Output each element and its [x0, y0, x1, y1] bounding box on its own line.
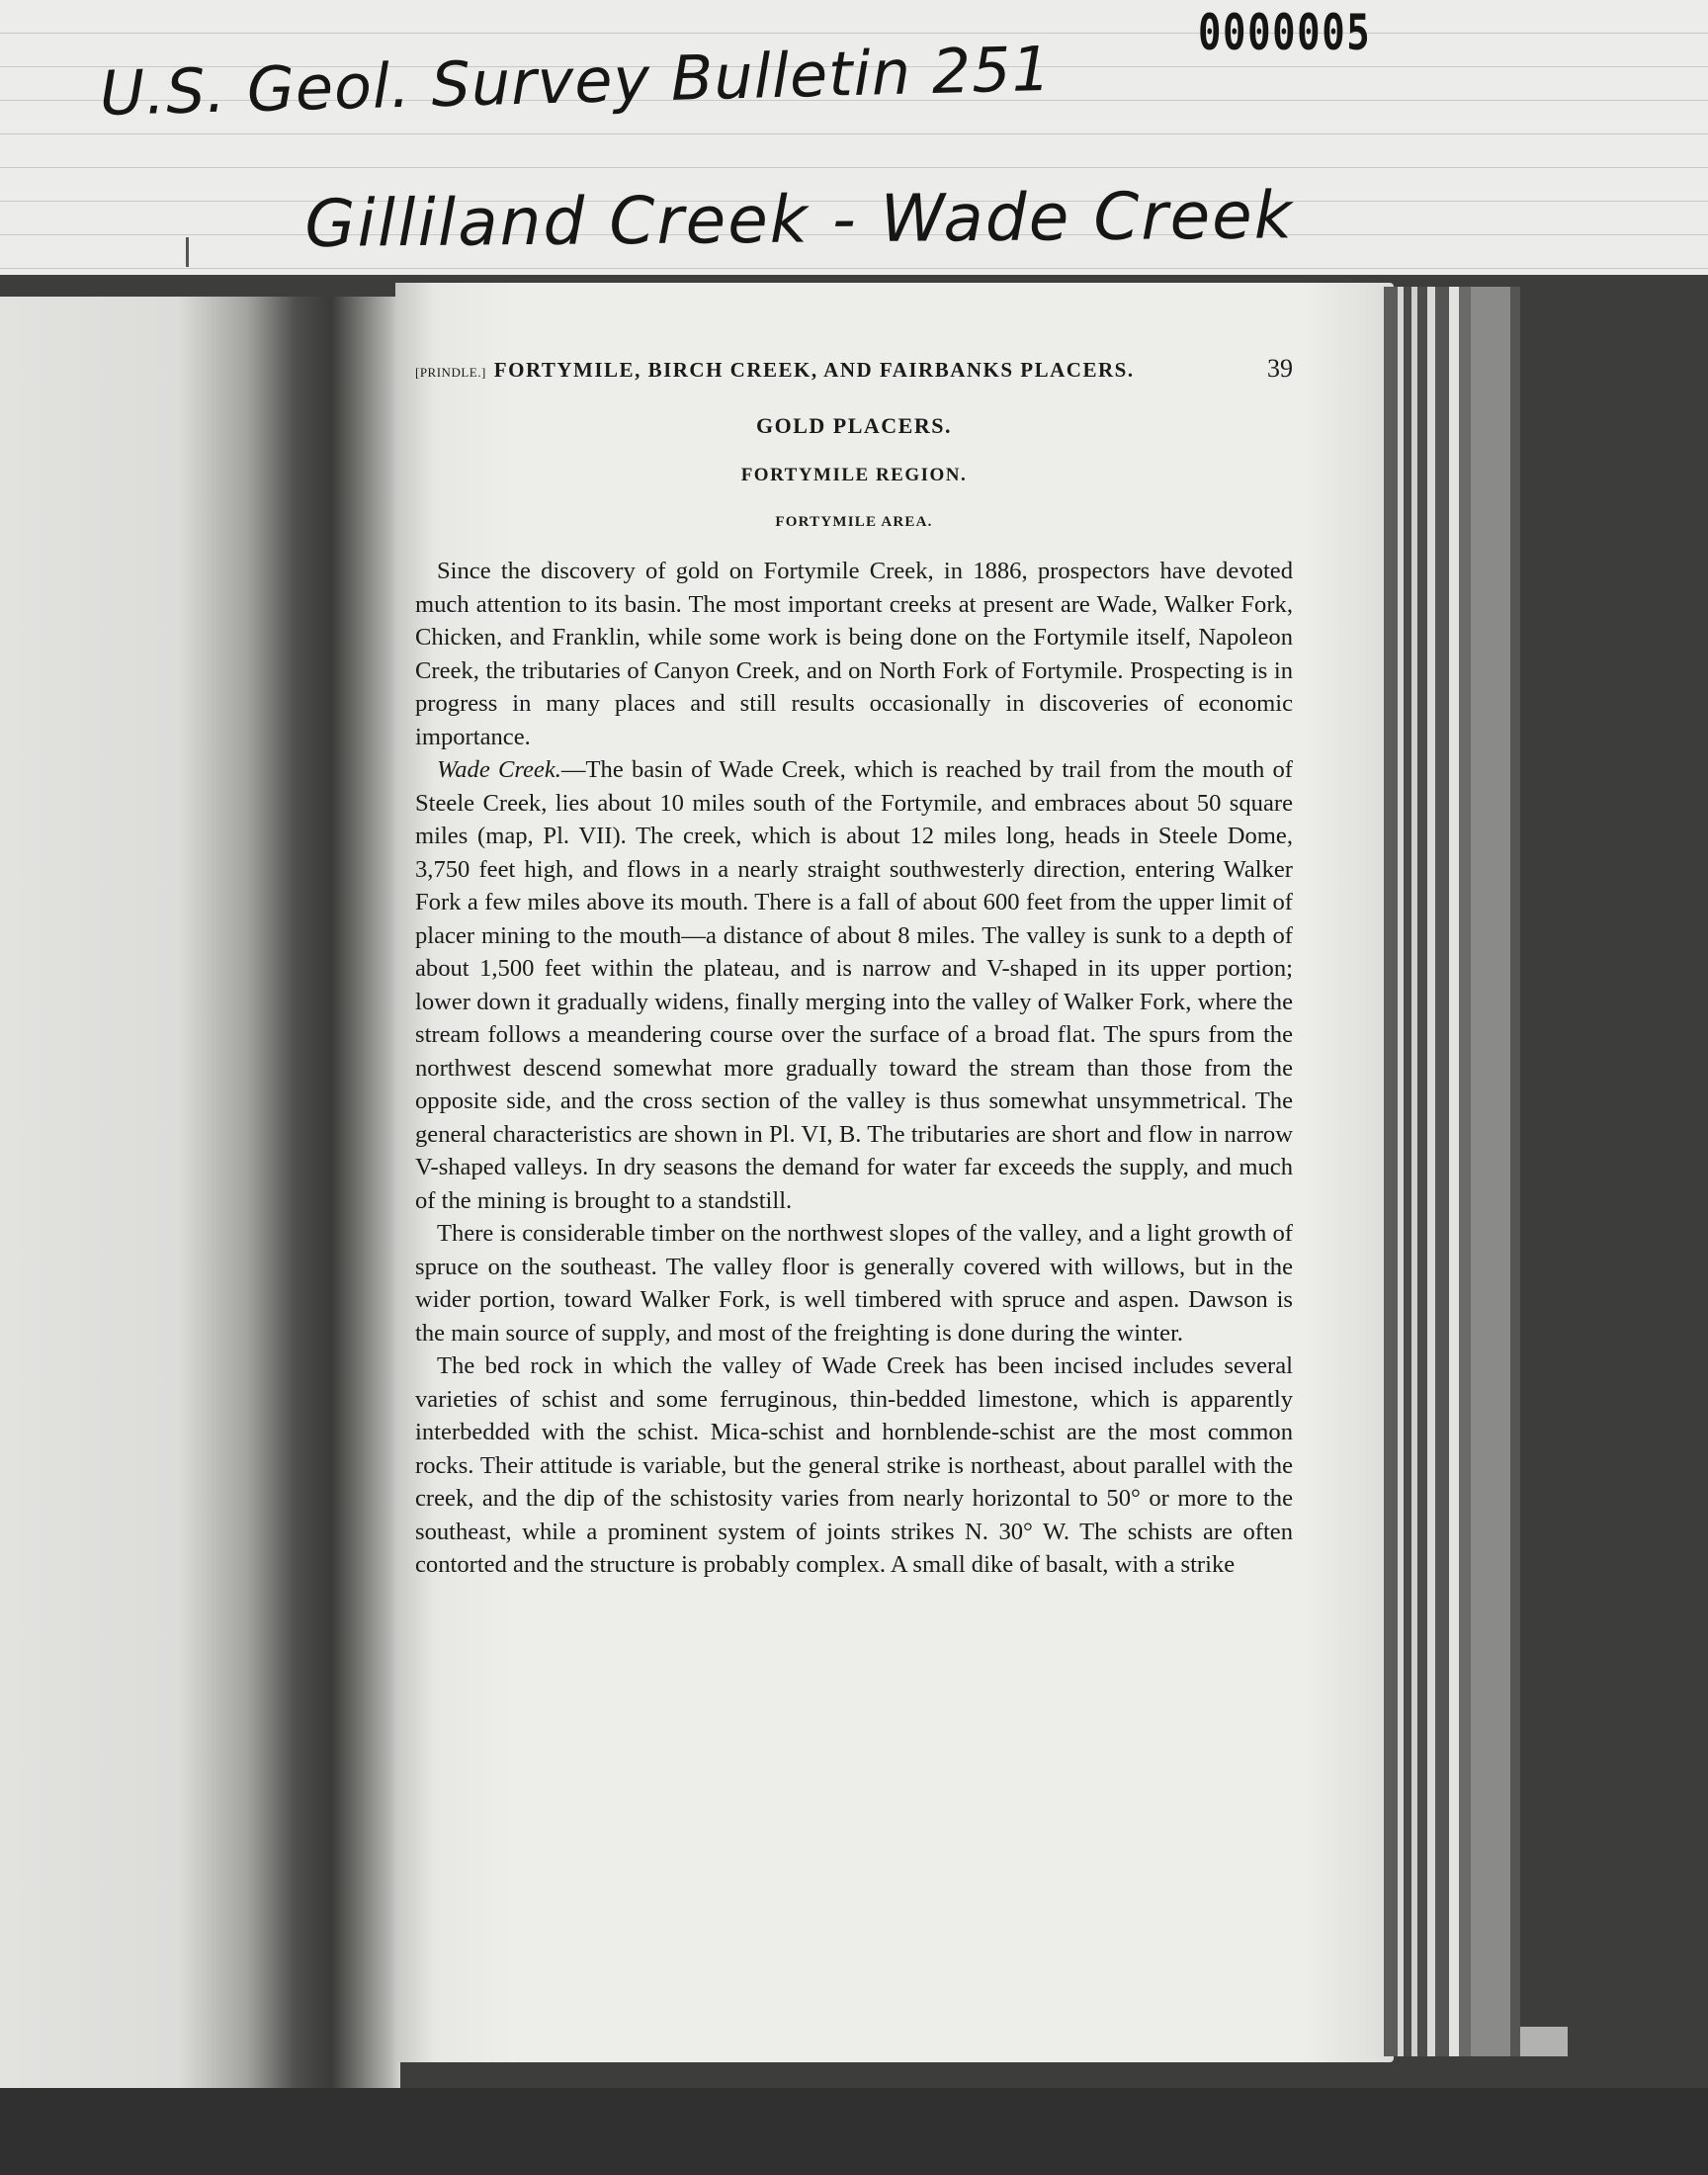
handwritten-source-note: U.S. Geol. Survey Bulletin 251	[99, 32, 1053, 130]
paragraph-timber: There is considerable timber on the northwest slopes of the valley, and a light growth of spruce on the southeast. The valley floor is generally covered with willows, but in the wider portion, toward Walker Fork, is well timbered with spruce and aspen. Dawson is the main source of supply, and most of the freighting is done during the winter.	[415, 1220, 1293, 1347]
handwritten-subject-note: Gilliland Creek - Wade Creek	[304, 177, 1295, 262]
region-heading: FORTYMILE REGION.	[740, 465, 968, 485]
section-heading: GOLD PLACERS.	[756, 413, 952, 438]
strip-mark	[186, 237, 189, 267]
paragraph-lead: Wade Creek.	[437, 756, 561, 783]
book-photo	[0, 275, 1708, 2175]
running-head-title: FORTYMILE, BIRCH CREEK, AND FAIRBANKS PLACERS.	[493, 358, 1135, 382]
area-heading: FORTYMILE AREA.	[775, 514, 933, 530]
body-text	[415, 555, 1293, 1582]
paragraph-body: —The basin of Wade Creek, which is reached by trail from the mouth of Steele Creek, lies about 10 miles south of the Fortymile, and embraces about 50 square miles (map, Pl. VII). The creek, which is about 12 miles long, heads in Steele Dome, 3,750 feet high, and flows in a nearly straight southwesterly direction, entering Walker Fork a few miles above its mouth. There is a fall of about 600 feet from the upper limit of placer mining to the mouth—a distance of about 8 miles. The valley is sunk to a depth of about 1,500 feet within the plateau, and is narrow and V-shaped in its upper portion; lower down it gradually widens, finally merging into the valley of Walker Fork, where the stream follows a meandering course over the surface of a broad flat. The spurs from the northwest descend somewhat more gradually toward the stream than those from the opposite side, and the cross section of the valley is thus somewhat unsymmetrical. The general characteristics are shown in Pl. VI, B. The tributaries are short and flow in narrow V-shaped valleys. In dry seasons the demand for water far exceeds the supply, and much of the mining is brought to a standstill.	[415, 756, 1293, 1214]
document-number: 0000005	[1198, 4, 1372, 61]
photo-bottom-shadow	[0, 2088, 1708, 2175]
page-number: 39	[1267, 354, 1293, 383]
label-strip	[0, 0, 1708, 275]
paragraph-bed-rock: The bed rock in which the valley of Wade Creek has been incised includes several varieties of schist and some ferruginous, thin-bedded limestone, which is apparently interbedded with the schist. Mica-schist and hornblende-schist are the most common rocks. Their attitude is variable, but the general strike is northeast, about parallel with the creek, and the dip of the schistosity varies from nearly horizontal to 50° or more to the southeast, while a prominent system of joints strikes N. 30° W. The schists are often contorted and the structure is probably complex. A small dike of basalt, with a strike	[415, 1352, 1293, 1578]
running-head-author: [PRINDLE.]	[415, 365, 486, 380]
paragraph-intro: Since the discovery of gold on Fortymile Creek, in 1886, prospectors have devoted much attention to its basin. The most important creeks at present are Wade, Walker Fork, Chicken, and Franklin, while some work is being done on the Fortymile itself, Napoleon Creek, the tributaries of Canyon Creek, and on North Fork of Fortymile. Prospecting is in progress in many places and still results occasionally in discoveries of economic importance.	[415, 558, 1293, 750]
paragraph-wade-creek	[415, 753, 1293, 1217]
page-edges	[1384, 287, 1581, 2056]
left-page	[0, 297, 400, 2088]
running-head	[415, 354, 1293, 393]
page-text-block	[415, 354, 1293, 1582]
